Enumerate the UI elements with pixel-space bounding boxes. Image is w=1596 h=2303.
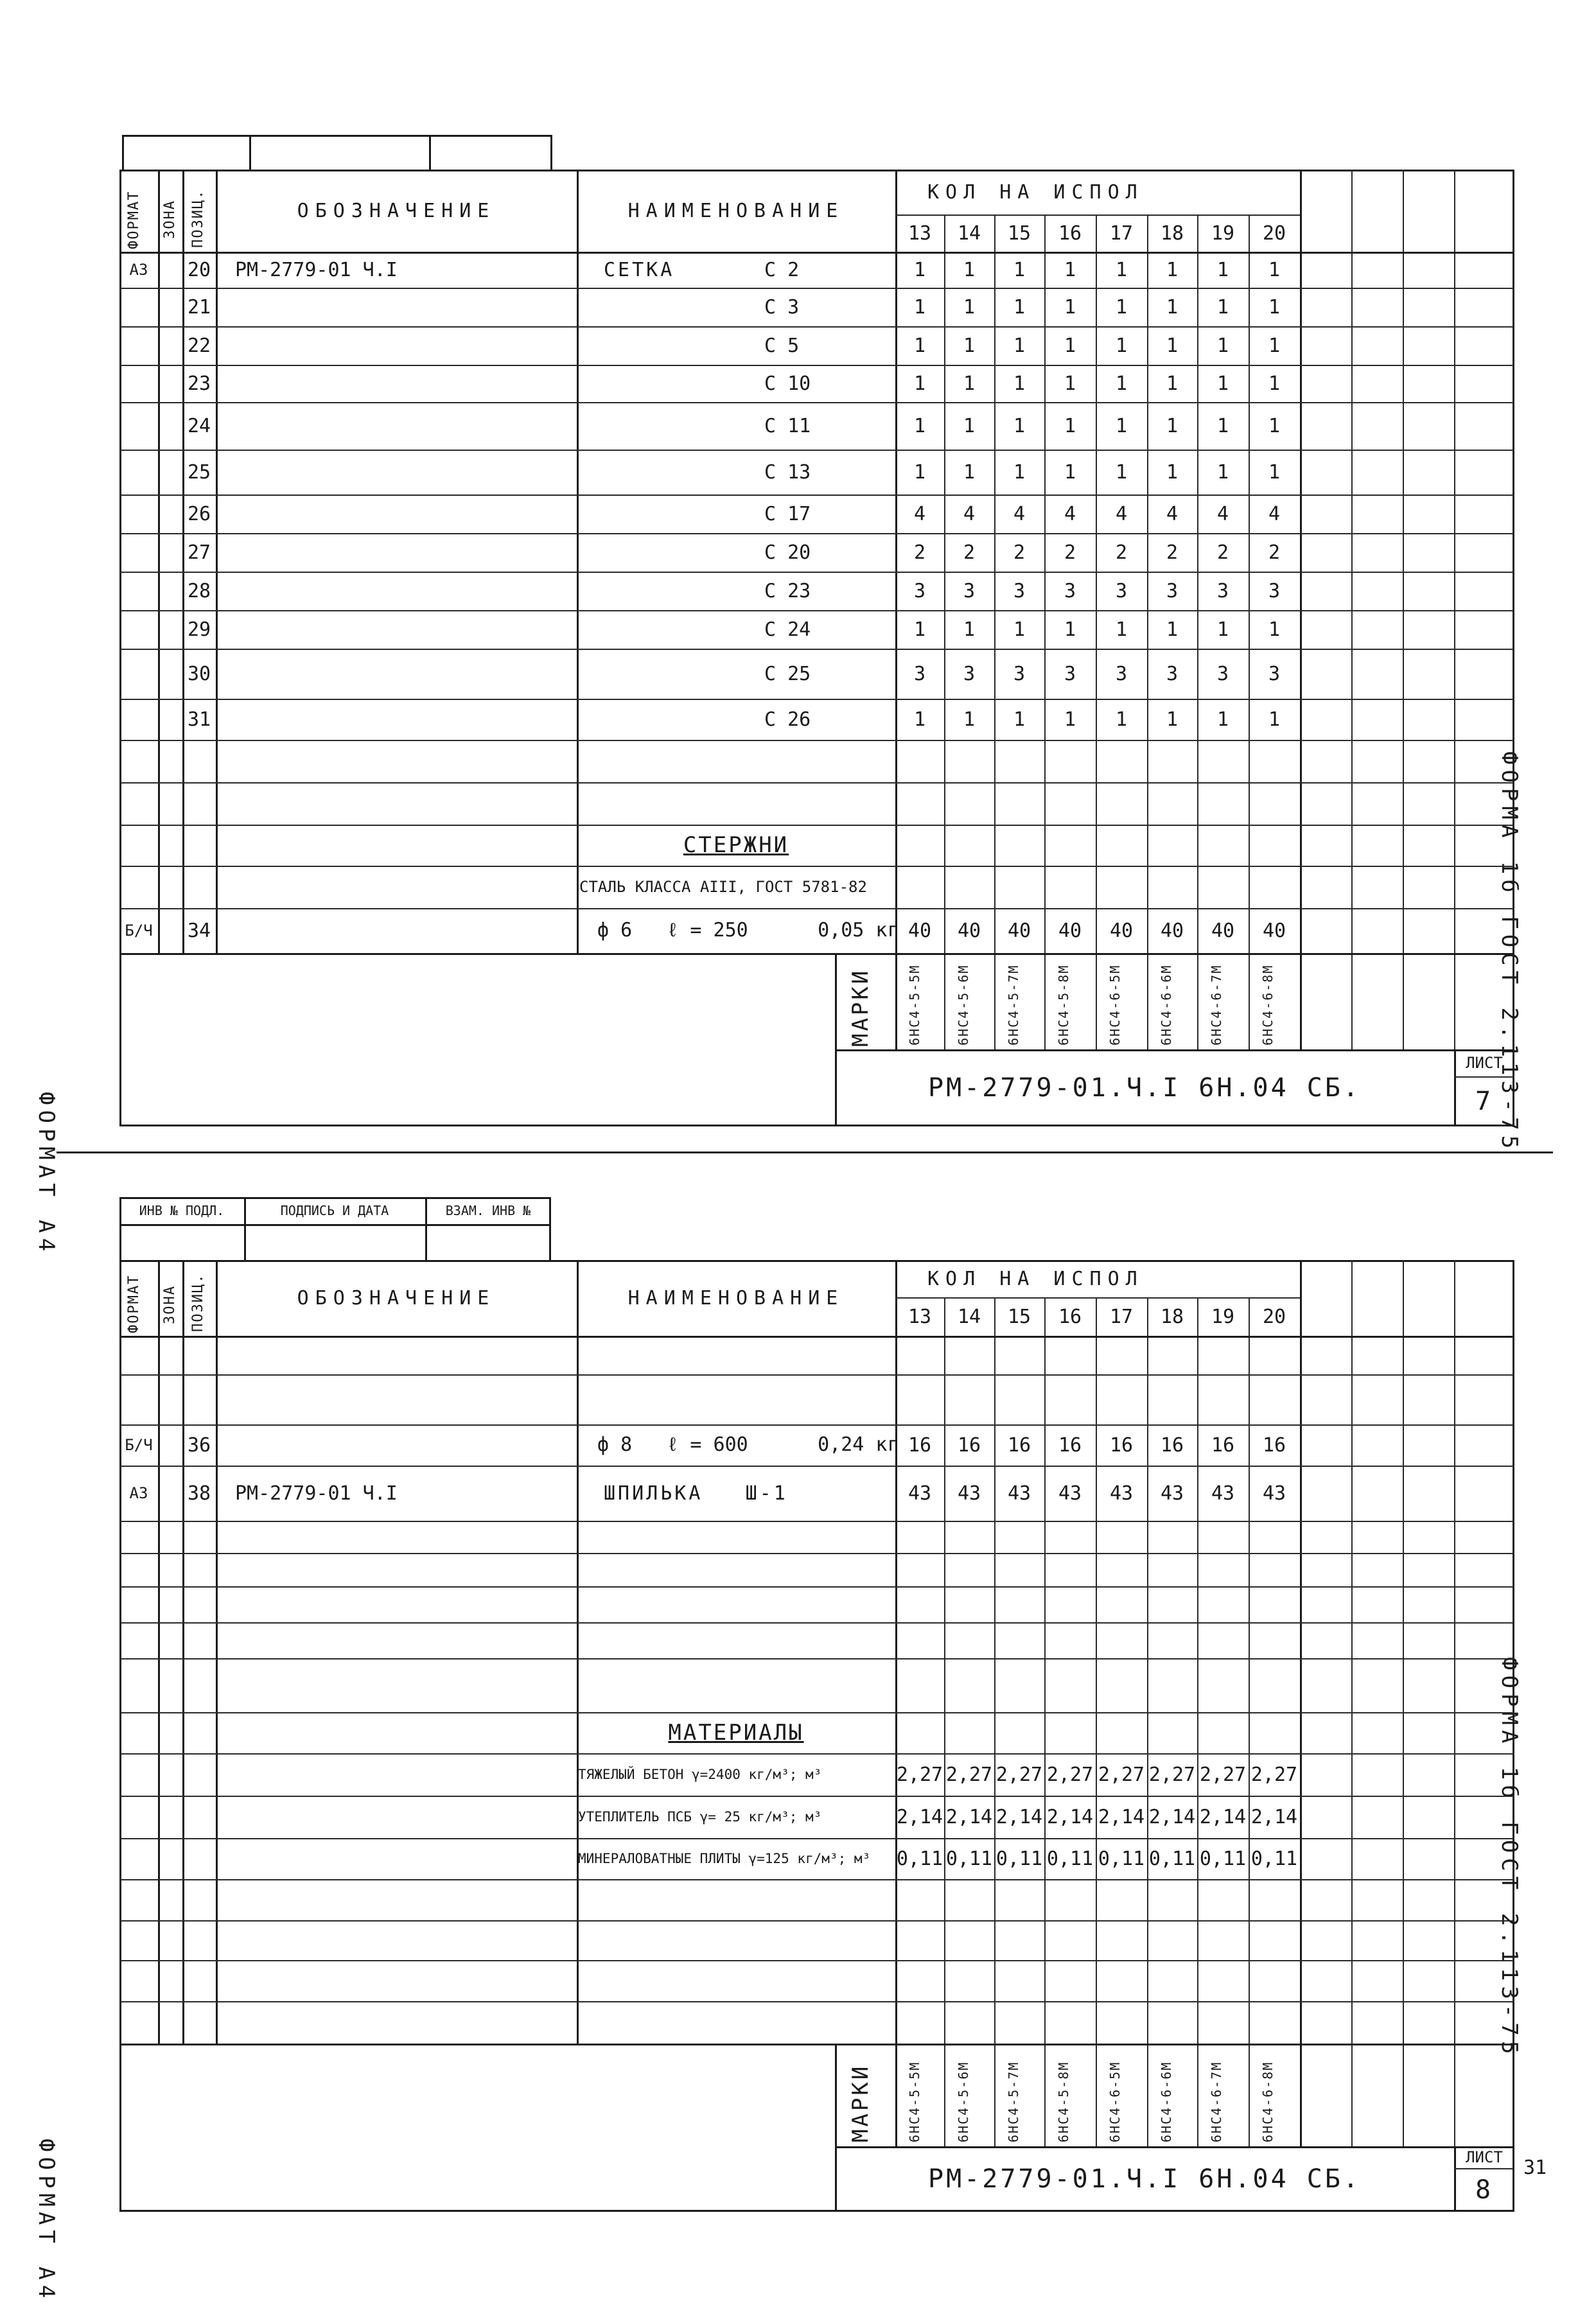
sheet1-mark-4: 6НС4-6-5М bbox=[1107, 964, 1123, 1046]
sheet1-row-11-qty-2: 1 bbox=[1013, 708, 1026, 731]
sheet1-row-11-format bbox=[119, 699, 158, 740]
right-form-label-1: ФОРМА 1б ГОСТ 2.113-75 bbox=[1496, 751, 1522, 1154]
sheet1-row-9-mark: С 24 bbox=[764, 618, 811, 641]
sheet2-col-5: 18 bbox=[1160, 1305, 1184, 1328]
sheet1-row-9-qty-1: 1 bbox=[963, 618, 976, 641]
sheet2-col-6: 19 bbox=[1211, 1305, 1235, 1328]
sheet1-row-1-mark: С 3 bbox=[764, 295, 800, 319]
sheet1-row-6-qty-5: 4 bbox=[1166, 502, 1179, 525]
sheet2-material-2-name: МИНЕРАЛОВАТНЫЕ ПЛИТЫ γ=125 кг/м³; м³ bbox=[578, 1851, 871, 1866]
sheet1-row-4-name bbox=[604, 402, 745, 450]
sheet1-row-6-qty-1: 4 bbox=[963, 502, 976, 525]
sheet1-row-2-pos: 22 bbox=[187, 334, 211, 357]
sheet1-row-0-qty-5: 1 bbox=[1166, 258, 1179, 281]
sheet1-row-4-qty-2: 1 bbox=[1013, 414, 1026, 437]
sheet1-row-11-qty-7: 1 bbox=[1268, 708, 1281, 731]
sheet1-row-1-qty-1: 1 bbox=[963, 295, 976, 319]
sheet1-row-0-qty-4: 1 bbox=[1115, 258, 1128, 281]
sheet2-row38-pos: 38 bbox=[187, 1482, 211, 1505]
sheet1-row-5-qty-7: 1 bbox=[1268, 460, 1281, 484]
sheet2-material-0-qty-2: 2,27 bbox=[995, 1763, 1043, 1786]
sheet1-row-7-qty-6: 2 bbox=[1216, 541, 1229, 564]
sheet2-material-1-qty-5: 2,14 bbox=[1148, 1805, 1196, 1828]
sheet1-row-7-qty-0: 2 bbox=[913, 541, 926, 564]
sheet2-col-3: 16 bbox=[1058, 1305, 1082, 1328]
sheet1-row-5-qty-1: 1 bbox=[963, 460, 976, 484]
sheet1-row-11-qty-6: 1 bbox=[1216, 708, 1229, 731]
sheet1-row-8-format bbox=[119, 572, 158, 610]
sheet1-row-3-mark: С 10 bbox=[764, 372, 811, 395]
sheet1-row-4-qty-0: 1 bbox=[913, 414, 926, 437]
sheet1-col-7: 20 bbox=[1262, 222, 1286, 245]
sheet1-row-1-qty-0: 1 bbox=[913, 295, 926, 319]
sheet1-row-3-qty-3: 1 bbox=[1064, 372, 1076, 395]
sheet1-row-9-format bbox=[119, 610, 158, 649]
sheet2-row36-format: Б/Ч bbox=[125, 1436, 153, 1454]
sheet1-row-3-format bbox=[119, 365, 158, 402]
sheet2-sheet-number: 8 bbox=[1475, 2175, 1494, 2205]
sheet1-row-3-name bbox=[604, 365, 745, 402]
sheet1-row-10-name bbox=[604, 649, 745, 699]
sheet1-row-8-qty-4: 3 bbox=[1115, 579, 1128, 602]
sheet1-row-6-pos: 26 bbox=[187, 502, 211, 525]
left-format-label-2: ФОРМАТ А4 bbox=[33, 2139, 59, 2303]
sheet2-mark-0: 6НС4-5-5М bbox=[907, 2061, 922, 2142]
sheet1-mark-0: 6НС4-5-5М bbox=[907, 964, 922, 1046]
sheet2-header-pos: ПОЗИЦ. bbox=[190, 1273, 206, 1332]
sheet1-header-format: ФОРМАТ bbox=[126, 190, 142, 249]
sheet2-row38-qty-0: 43 bbox=[908, 1482, 932, 1505]
sheet1-row-3-qty-2: 1 bbox=[1013, 372, 1026, 395]
sheet1-row-10-mark: С 25 bbox=[764, 662, 811, 685]
sheet1-row-2-name bbox=[604, 326, 745, 365]
sheet2-row38-qty-6: 43 bbox=[1211, 1482, 1235, 1505]
sheet1-row-1-qty-4: 1 bbox=[1115, 295, 1128, 319]
sheet2-material-1-qty-4: 2,14 bbox=[1098, 1805, 1145, 1828]
sheet2-marks-label: МАРКИ bbox=[848, 2063, 873, 2142]
sheet2-row38-qty-1: 43 bbox=[957, 1482, 981, 1505]
sheet1-row-7-name bbox=[604, 533, 745, 572]
sheet1-row-7-pos: 27 bbox=[187, 541, 211, 564]
sheet2-row36-name: ф 8 ℓ = 600 0,24 кг bbox=[597, 1433, 899, 1456]
sheet1-row-7-mark: С 20 bbox=[764, 541, 811, 564]
sheet1-row-2-qty-0: 1 bbox=[913, 334, 926, 357]
sheet1-row-1-name bbox=[604, 288, 745, 326]
sheet1-row-5-name bbox=[604, 450, 745, 495]
right-form-label-2: ФОРМА 1б ГОСТ 2.113-75 bbox=[1496, 1657, 1522, 2060]
sheet1-row-6-name bbox=[604, 495, 745, 533]
sheet1-row-7-qty-1: 2 bbox=[963, 541, 976, 564]
sheet1-row-8-qty-2: 3 bbox=[1013, 579, 1026, 602]
sheet1-row-11-qty-0: 1 bbox=[913, 708, 926, 731]
sheet1-row-5-qty-5: 1 bbox=[1166, 460, 1179, 484]
sheet1-row-8-qty-3: 3 bbox=[1064, 579, 1076, 602]
sheet1-row-8-qty-0: 3 bbox=[913, 579, 926, 602]
sheet1-row-1-qty-3: 1 bbox=[1064, 295, 1076, 319]
sheet2-material-0-name: ТЯЖЕЛЫЙ БЕТОН γ=2400 кг/м³; м³ bbox=[578, 1767, 822, 1782]
sheet2-mark-3: 6НС4-5-8М bbox=[1056, 2061, 1071, 2142]
sheet1-row-10-qty-3: 3 bbox=[1064, 662, 1076, 685]
sheet2-material-1-qty-1: 2,14 bbox=[945, 1805, 993, 1828]
sheet1-row-6-format bbox=[119, 495, 158, 533]
sheet1-row-6-qty-3: 4 bbox=[1064, 502, 1076, 525]
sheet1-row-7-qty-4: 2 bbox=[1115, 541, 1128, 564]
sheet1-header-zone: ЗОНА bbox=[162, 200, 178, 239]
sheet1-row-1-qty-2: 1 bbox=[1013, 295, 1026, 319]
sheet1-row-6-qty-7: 4 bbox=[1268, 502, 1281, 525]
sheet1-rod-qty-7: 40 bbox=[1262, 919, 1286, 942]
sheet2-col-4: 17 bbox=[1109, 1305, 1134, 1328]
sheet2-mark-6: 6НС4-6-7М bbox=[1209, 2061, 1224, 2142]
page-separator bbox=[57, 1152, 1553, 1153]
sheet1-row-1-qty-5: 1 bbox=[1166, 295, 1179, 319]
sheet1-row-9-designation bbox=[235, 610, 569, 649]
sheet2-row38-qty-7: 43 bbox=[1262, 1482, 1286, 1505]
sheet2-material-2-qty-7: 0,11 bbox=[1250, 1847, 1298, 1870]
sheet2-material-2-qty-1: 0,11 bbox=[945, 1847, 993, 1870]
sheet1-row-0-name: СЕТКА bbox=[604, 258, 675, 281]
sheet1-header-designation: ОБОЗНАЧЕНИЕ bbox=[297, 199, 496, 222]
sheet2-row36-pos: 36 bbox=[187, 1433, 211, 1457]
sheet1-row-6-qty-4: 4 bbox=[1115, 502, 1128, 525]
sheet1-row-4-qty-3: 1 bbox=[1064, 414, 1076, 437]
sheet1-row-2-qty-4: 1 bbox=[1115, 334, 1128, 357]
sheet2-material-2-qty-6: 0,11 bbox=[1199, 1847, 1247, 1870]
sheet1-row-4-designation bbox=[235, 402, 569, 450]
sheet2-material-2-qty-0: 0,11 bbox=[896, 1847, 943, 1870]
sheet1-row-3-qty-7: 1 bbox=[1268, 372, 1281, 395]
sheet1-col-3: 16 bbox=[1058, 222, 1082, 245]
sheet1-row-11-qty-1: 1 bbox=[963, 708, 976, 731]
sheet2-row38-format: А3 bbox=[129, 1484, 148, 1502]
sheet1-row-0-format: А3 bbox=[129, 261, 148, 279]
sheet1-row-0-designation: РМ-2779-01 Ч.I bbox=[235, 258, 398, 281]
sheet1-row-7-format bbox=[119, 533, 158, 572]
sheet1-mark-7: 6НС4-6-8М bbox=[1260, 964, 1276, 1046]
sheet1-row-5-designation bbox=[235, 450, 569, 495]
sheet2-material-1-qty-0: 2,14 bbox=[896, 1805, 943, 1828]
sheet1-row-8-mark: С 23 bbox=[764, 579, 811, 602]
sheet1-row-2-qty-3: 1 bbox=[1064, 334, 1076, 357]
sheet1-row-9-qty-3: 1 bbox=[1064, 618, 1076, 641]
sheet1-row-8-qty-7: 3 bbox=[1268, 579, 1281, 602]
sheet2-row36-qty-5: 16 bbox=[1160, 1433, 1184, 1457]
sheet1-row-9-qty-4: 1 bbox=[1115, 618, 1128, 641]
sheet1-row-5-qty-3: 1 bbox=[1064, 460, 1076, 484]
sheet2-material-0-qty-3: 2,27 bbox=[1046, 1763, 1094, 1786]
sheet1-col-1: 14 bbox=[957, 222, 981, 245]
sheet1-row-6-designation bbox=[235, 495, 569, 533]
sheet1-row-2-qty-6: 1 bbox=[1216, 334, 1229, 357]
sheet1-row-10-qty-4: 3 bbox=[1115, 662, 1128, 685]
sheet1-row-2-designation bbox=[235, 326, 569, 365]
sheet2-row38-name: ШПИЛЬКА Ш-1 bbox=[604, 1482, 788, 1505]
sheet1-row-2-qty-2: 1 bbox=[1013, 334, 1026, 357]
sheet2-material-0-qty-7: 2,27 bbox=[1250, 1763, 1298, 1786]
sheet2-section-materials: МАТЕРИАЛЫ bbox=[668, 1720, 804, 1746]
sheet1-row-6-mark: С 17 bbox=[764, 502, 811, 525]
sheet2-material-1-qty-7: 2,14 bbox=[1250, 1805, 1298, 1828]
sheet1-row-8-qty-1: 3 bbox=[963, 579, 976, 602]
sheet1-row-1-pos: 21 bbox=[187, 295, 211, 319]
sheet1-header-pos: ПОЗИЦ. bbox=[190, 189, 206, 248]
sheet2-material-0-qty-6: 2,27 bbox=[1199, 1763, 1247, 1786]
sheet1-rod-qty-6: 40 bbox=[1211, 919, 1235, 942]
sheet1-row-0-qty-0: 1 bbox=[913, 258, 926, 281]
sheet2-row38-qty-3: 43 bbox=[1058, 1482, 1082, 1505]
sheet1-row-8-qty-6: 3 bbox=[1216, 579, 1229, 602]
sheet1-row-3-qty-4: 1 bbox=[1115, 372, 1128, 395]
sheet1-row-9-qty-6: 1 bbox=[1216, 618, 1229, 641]
sheet2-mark-1: 6НС4-5-6М bbox=[956, 2061, 971, 2142]
sheet2-col-2: 15 bbox=[1007, 1305, 1031, 1328]
sheet1-row-3-qty-1: 1 bbox=[963, 372, 976, 395]
sheet2-material-2-qty-3: 0,11 bbox=[1046, 1847, 1094, 1870]
sheet1-mark-6: 6НС4-6-7М bbox=[1209, 964, 1224, 1046]
sheet1-row-5-qty-4: 1 bbox=[1115, 460, 1128, 484]
sheet1-row-11-designation bbox=[235, 699, 569, 740]
sheet2-col-7: 20 bbox=[1262, 1305, 1286, 1328]
sheet1-row-3-qty-5: 1 bbox=[1166, 372, 1179, 395]
sheet1-row-8-designation bbox=[235, 572, 569, 610]
sheet1-row-4-qty-1: 1 bbox=[963, 414, 976, 437]
sheet2-material-2-qty-2: 0,11 bbox=[995, 1847, 1043, 1870]
sheet1-row-9-qty-2: 1 bbox=[1013, 618, 1026, 641]
sheet1-row-11-qty-3: 1 bbox=[1064, 708, 1076, 731]
sheet2-row38-qty-2: 43 bbox=[1007, 1482, 1031, 1505]
sheet1-row-11-pos: 31 bbox=[187, 708, 211, 731]
sheet1-col-4: 17 bbox=[1109, 222, 1134, 245]
sheet1-mark-1: 6НС4-5-6М bbox=[956, 964, 971, 1046]
sheet1-row-0-qty-1: 1 bbox=[963, 258, 976, 281]
sheet1-row-3-qty-0: 1 bbox=[913, 372, 926, 395]
sheet1-top-block bbox=[122, 135, 552, 171]
sheet1-mark-5: 6НС4-6-6М bbox=[1159, 964, 1174, 1046]
sheet2-inv-label: ИНВ № ПОДЛ. bbox=[139, 1203, 225, 1218]
sheet1-rod-qty-4: 40 bbox=[1109, 919, 1134, 942]
sheet1-col-5: 18 bbox=[1160, 222, 1184, 245]
sheet2-material-2-qty-5: 0,11 bbox=[1148, 1847, 1196, 1870]
sheet1-marks-label: МАРКИ bbox=[848, 968, 873, 1047]
sheet1-row-5-qty-2: 1 bbox=[1013, 460, 1026, 484]
sheet2-header-zone: ЗОНА bbox=[162, 1285, 178, 1324]
sheet1-col-0: 13 bbox=[908, 222, 932, 245]
sheet1-rod-qty-3: 40 bbox=[1058, 919, 1082, 942]
sheet2-row38-qty-5: 43 bbox=[1160, 1482, 1184, 1505]
sheet1-row-10-qty-0: 3 bbox=[913, 662, 926, 685]
sheet2-mark-2: 6НС4-5-7М bbox=[1006, 2061, 1021, 2142]
sheet1-row-9-pos: 29 bbox=[187, 618, 211, 641]
sheet1-row-0-qty-3: 1 bbox=[1064, 258, 1076, 281]
sheet1-row-2-qty-5: 1 bbox=[1166, 334, 1179, 357]
sheet1-row-8-name bbox=[604, 572, 745, 610]
sheet1-row-11-name bbox=[604, 699, 745, 740]
sheet1-row-2-mark: С 5 bbox=[764, 334, 800, 357]
sheet1-row-7-qty-2: 2 bbox=[1013, 541, 1026, 564]
sheet1-stamp-designation: РМ-2779-01.Ч.I 6Н.04 СБ. bbox=[928, 1073, 1361, 1103]
sheet1-row-0-qty-7: 1 bbox=[1268, 258, 1281, 281]
sheet1-row-5-pos: 25 bbox=[187, 460, 211, 484]
left-format-label-1: ФОРМАТ А4 bbox=[33, 1092, 59, 1257]
sheet1-row-5-qty-0: 1 bbox=[913, 460, 926, 484]
sheet2-header-qty: КОЛ НА ИСПОЛ bbox=[927, 1267, 1144, 1290]
sheet2-row36-qty-6: 16 bbox=[1211, 1433, 1235, 1457]
sheet2-page-corner: 31 bbox=[1523, 2156, 1547, 2179]
sheet1-row-1-format bbox=[119, 288, 158, 326]
sheet2-row36-qty-1: 16 bbox=[957, 1433, 981, 1457]
sheet1-row-6-qty-6: 4 bbox=[1216, 502, 1229, 525]
sheet1-row-4-pos: 24 bbox=[187, 414, 211, 437]
sheet1-rod-format: Б/Ч bbox=[125, 922, 153, 940]
sheet1-row-8-qty-5: 3 bbox=[1166, 579, 1179, 602]
sheet1-rod-qty-2: 40 bbox=[1007, 919, 1031, 942]
sheet1-row-3-designation bbox=[235, 365, 569, 402]
sheet1-steel-class: СТАЛЬ КЛАССА АIII, ГОСТ 5781-82 bbox=[579, 878, 867, 896]
sheet1-row-0-pos: 20 bbox=[187, 258, 211, 281]
sheet1-row-3-qty-6: 1 bbox=[1216, 372, 1229, 395]
sheet2-header-designation: ОБОЗНАЧЕНИЕ bbox=[297, 1286, 496, 1309]
sheet1-row-7-qty-5: 2 bbox=[1166, 541, 1179, 564]
sheet2-material-1-qty-6: 2,14 bbox=[1199, 1805, 1247, 1828]
sheet2-material-1-name: УТЕПЛИТЕЛЬ ПСБ γ= 25 кг/м³; м³ bbox=[578, 1809, 822, 1825]
sheet1-header-name: НАИМЕНОВАНИЕ bbox=[627, 199, 845, 222]
sheet2-row38-qty-4: 43 bbox=[1109, 1482, 1134, 1505]
sheet1-row-1-qty-6: 1 bbox=[1216, 295, 1229, 319]
sheet1-rod-name: ф 6 ℓ = 250 0,05 кг bbox=[597, 918, 899, 941]
sheet2-row36-qty-4: 16 bbox=[1109, 1433, 1134, 1457]
sheet2-row36-qty-2: 16 bbox=[1007, 1433, 1031, 1457]
sheet1-col-6: 19 bbox=[1211, 222, 1235, 245]
sheet1-row-7-designation bbox=[235, 533, 569, 572]
sheet1-row-8-pos: 28 bbox=[187, 579, 211, 602]
sheet1-row-11-mark: С 26 bbox=[764, 708, 811, 731]
sheet1-header-qty: КОЛ НА ИСПОЛ bbox=[927, 180, 1144, 204]
sheet1-row-4-format bbox=[119, 402, 158, 450]
sheet1-row-2-qty-1: 1 bbox=[963, 334, 976, 357]
sheet2-row36-qty-3: 16 bbox=[1058, 1433, 1082, 1457]
sheet1-rod-qty-0: 40 bbox=[908, 919, 932, 942]
sheet1-row-9-name bbox=[604, 610, 745, 649]
sheet1-row-10-designation bbox=[235, 649, 569, 699]
sheet2-col-0: 13 bbox=[908, 1305, 932, 1328]
sheet2-replace-label: ВЗАМ. ИНВ № bbox=[445, 1203, 531, 1218]
sheet1-row-4-mark: С 11 bbox=[764, 414, 811, 437]
sheet1-mark-3: 6НС4-5-8М bbox=[1056, 964, 1071, 1046]
sheet2-col-1: 14 bbox=[957, 1305, 981, 1328]
sheet1-row-9-qty-5: 1 bbox=[1166, 618, 1179, 641]
sheet1-row-11-qty-4: 1 bbox=[1115, 708, 1128, 731]
sheet2-material-0-qty-5: 2,27 bbox=[1148, 1763, 1196, 1786]
sheet1-row-10-qty-6: 3 bbox=[1216, 662, 1229, 685]
sheet1-sheet-number: 7 bbox=[1475, 1087, 1494, 1116]
sheet1-col-2: 15 bbox=[1007, 222, 1031, 245]
sheet1-row-10-qty-7: 3 bbox=[1268, 662, 1281, 685]
sheet1-row-11-qty-5: 1 bbox=[1166, 708, 1179, 731]
sheet2-signature-label: ПОДПИСЬ И ДАТА bbox=[280, 1203, 389, 1218]
sheet1-row-0-qty-6: 1 bbox=[1216, 258, 1229, 281]
sheet2-material-0-qty-0: 2,27 bbox=[896, 1763, 943, 1786]
sheet1-row-2-qty-7: 1 bbox=[1268, 334, 1281, 357]
sheet1-row-7-qty-7: 2 bbox=[1268, 541, 1281, 564]
sheet2-mark-4: 6НС4-6-5М bbox=[1107, 2061, 1123, 2142]
sheet1-row-7-qty-3: 2 bbox=[1064, 541, 1076, 564]
sheet1-row-10-pos: 30 bbox=[187, 662, 211, 685]
sheet2-row38-designation: РМ-2779-01 Ч.I bbox=[235, 1482, 398, 1505]
sheet1-row-9-qty-7: 1 bbox=[1268, 618, 1281, 641]
sheet2-row36-qty-0: 16 bbox=[908, 1433, 932, 1457]
sheet1-row-4-qty-4: 1 bbox=[1115, 414, 1128, 437]
sheet1-row-6-qty-0: 4 bbox=[913, 502, 926, 525]
sheet1-mark-2: 6НС4-5-7М bbox=[1006, 964, 1021, 1046]
sheet1-rod-pos: 34 bbox=[187, 919, 211, 942]
sheet1-section-rods: СТЕРЖНИ bbox=[683, 832, 789, 858]
sheet2-material-1-qty-3: 2,14 bbox=[1046, 1805, 1094, 1828]
sheet2-sheet-label: ЛИСТ bbox=[1466, 2148, 1503, 2166]
sheet1-row-5-qty-6: 1 bbox=[1216, 460, 1229, 484]
sheet1-rod-qty-1: 40 bbox=[957, 919, 981, 942]
sheet1-row-6-qty-2: 4 bbox=[1013, 502, 1026, 525]
sheet1-row-4-qty-7: 1 bbox=[1268, 414, 1281, 437]
sheet1-row-5-mark: С 13 bbox=[764, 460, 811, 484]
sheet2-mark-7: 6НС4-6-8М bbox=[1260, 2061, 1276, 2142]
sheet1-row-4-qty-5: 1 bbox=[1166, 414, 1179, 437]
sheet1-row-10-format bbox=[119, 649, 158, 699]
sheet1-row-4-qty-6: 1 bbox=[1216, 414, 1229, 437]
sheet1-row-0-qty-2: 1 bbox=[1013, 258, 1026, 281]
sheet2-material-0-qty-1: 2,27 bbox=[945, 1763, 993, 1786]
sheet2-header-format: ФОРМАТ bbox=[126, 1274, 142, 1333]
sheet1-rod-qty-5: 40 bbox=[1160, 919, 1184, 942]
sheet2-material-1-qty-2: 2,14 bbox=[995, 1805, 1043, 1828]
sheet2-header-name: НАИМЕНОВАНИЕ bbox=[627, 1286, 845, 1309]
sheet1-row-5-format bbox=[119, 450, 158, 495]
sheet1-row-10-qty-1: 3 bbox=[963, 662, 976, 685]
sheet1-row-10-qty-2: 3 bbox=[1013, 662, 1026, 685]
sheet2-stamp-designation: РМ-2779-01.Ч.I 6Н.04 СБ. bbox=[928, 2164, 1361, 2194]
sheet1-row-1-designation bbox=[235, 288, 569, 326]
sheet2-material-2-qty-4: 0,11 bbox=[1098, 1847, 1145, 1870]
sheet1-row-10-qty-5: 3 bbox=[1166, 662, 1179, 685]
sheet2-mark-5: 6НС4-6-6М bbox=[1159, 2061, 1174, 2142]
sheet2-row36-qty-7: 16 bbox=[1262, 1433, 1286, 1457]
sheet2-material-0-qty-4: 2,27 bbox=[1098, 1763, 1145, 1786]
sheet1-sheet-label: ЛИСТ bbox=[1466, 1054, 1503, 1072]
sheet1-row-9-qty-0: 1 bbox=[913, 618, 926, 641]
sheet1-row-0-mark: С 2 bbox=[764, 258, 800, 281]
sheet1-row-2-format bbox=[119, 326, 158, 365]
sheet1-row-1-qty-7: 1 bbox=[1268, 295, 1281, 319]
sheet1-row-3-pos: 23 bbox=[187, 372, 211, 395]
